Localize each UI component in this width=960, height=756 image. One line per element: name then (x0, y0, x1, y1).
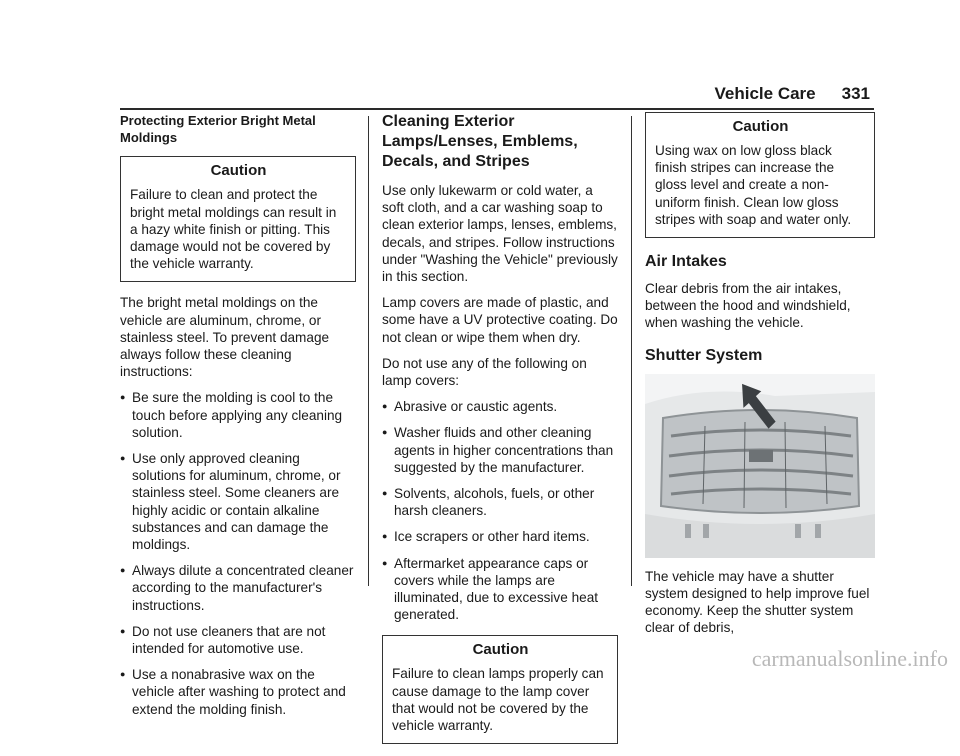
paragraph: Do not use any of the following on lamp covers: (382, 355, 587, 389)
heading-shutter-system: Shutter System (645, 346, 763, 364)
caution-text: Failure to clean and protect the bright metal moldings can result in a hazy white finish or pitting. This damage would not be covered by the vehicle warranty. (130, 187, 337, 272)
subheading-bright-metal: Protecting Exterior Bright Metal Moldings (120, 113, 316, 146)
paragraph: Lamp covers are made of plastic, and some have a UV protective coating. Do not clean or wipe them when dry. (382, 295, 618, 345)
caution-text: Failure to clean lamps properly can cause damage to the lamp cover that would not be covered by the vehicle warranty. (392, 666, 604, 734)
column-3 (645, 112, 875, 645)
caution-title: Caution (210, 162, 267, 180)
lamp-bullet-list (382, 398, 618, 623)
grille-illustration (645, 374, 875, 558)
list-item: ● Always dilute a concentrated cleaner according to the manufacturer's instructions. (120, 562, 356, 614)
section-title: Vehicle Care (714, 84, 816, 103)
list-item: ● Aftermarket appearance caps or covers while the lamps are illuminated, due to excessive heat generated. (382, 555, 618, 624)
shutter-system-photo (645, 374, 875, 558)
heading-air-intakes: Air Intakes (645, 253, 727, 271)
column-divider-2 (631, 116, 632, 586)
column-1 (120, 112, 356, 727)
caution-box-lamps (382, 635, 618, 744)
list-item: ● Washer fluids and other cleaning agents in higher concentrations than suggested by the manufacturer. (382, 424, 618, 476)
list-item: ● Solvents, alcohols, fuels, or other harsh cleaners. (382, 485, 618, 519)
caution-title: Caution (472, 641, 529, 659)
paragraph: Clear debris from the air intakes, between the hood and windshield, when washing the vehicle. (645, 281, 851, 331)
list-item: ● Ice scrapers or other hard items. (382, 528, 618, 545)
watermark: carmanualsonline.info (751, 646, 948, 671)
heading-cleaning-lamps: Cleaning Exterior Lamps/Lenses, Emblems, Decals, and Stripes (382, 113, 578, 170)
column-divider-1 (368, 116, 369, 586)
caution-box-moldings (120, 156, 356, 282)
list-item: ● Abrasive or caustic agents. (382, 398, 618, 415)
list-item: ● Do not use cleaners that are not intended for automotive use. (120, 623, 356, 657)
list-item: ● Use a nonabrasive wax on the vehicle after washing to protect and extend the molding finish. (120, 666, 356, 718)
intro-paragraph: The bright metal moldings on the vehicle are aluminum, chrome, or stainless steel. To prevent damage always follow these cleaning instructions: (120, 295, 330, 380)
moldings-bullet-list (120, 389, 356, 717)
caution-title: Caution (732, 118, 789, 135)
caution-text: Using wax on low gloss black finish stripes can increase the gloss level and create a non-uniform finish. Clean low gloss stripes with soap and water only. (655, 143, 852, 227)
caution-box-stripes (645, 112, 875, 238)
header-rule (120, 108, 874, 110)
paragraph: The vehicle may have a shutter system designed to help improve fuel economy. Keep the shutter system clear of debris, (645, 568, 870, 636)
page-header (715, 84, 871, 104)
page-number: 331 (841, 84, 870, 103)
paragraph: Use only lukewarm or cold water, a soft cloth, and a car washing soap to clean exterior lamps, lenses, emblems, decals, and stripes. Follow instructions under "Washing the Vehicle" previously in this section. (382, 183, 618, 285)
list-item: ● Be sure the molding is cool to the touch before applying any cleaning solution. (120, 389, 356, 441)
list-item: ● Use only approved cleaning solutions for aluminum, chrome, or stainless steel. Some cleaners are highly acidic or contain alkaline substances and can damage the moldings. (120, 450, 356, 553)
column-2 (382, 112, 618, 756)
